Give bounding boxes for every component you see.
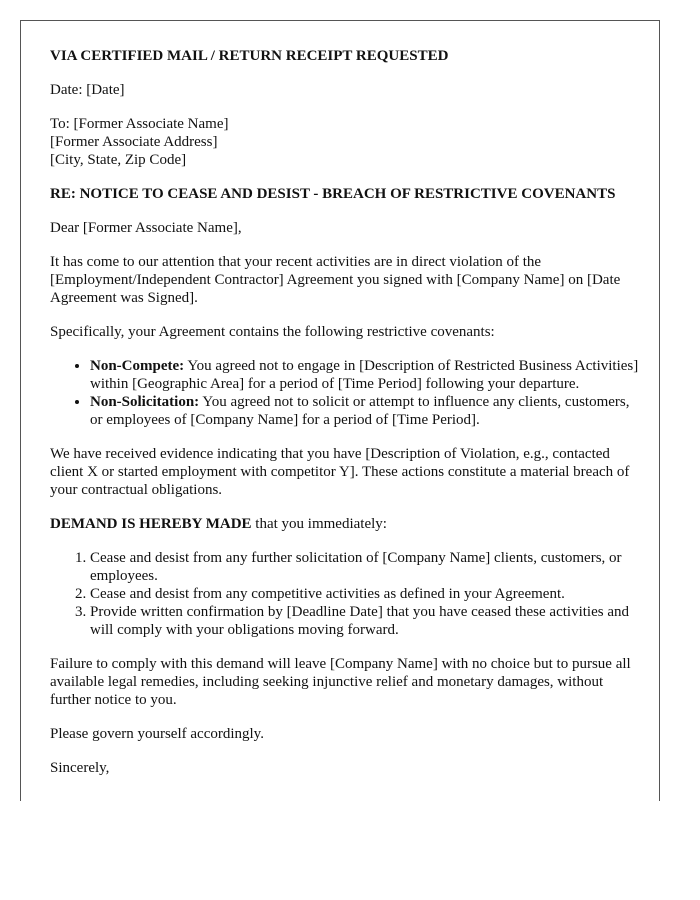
covenant-term: Non-Compete: [90, 358, 185, 374]
paragraph-govern: Please govern yourself accordingly. [50, 726, 264, 742]
subject-line: RE: NOTICE TO CEASE AND DESIST - BREACH OF RESTRICTIVE COVENANTS [50, 186, 616, 202]
covenant-text: You agreed not to engage in [Description of Restricted Business Activities] within [Geographic Area] for a period of [Time Period] following your departure. [90, 358, 639, 392]
recipient-address [50, 115, 640, 169]
demand-list [50, 549, 640, 639]
list-item: 2. Cease and desist from any competitive activities as defined in your Agreement. [90, 585, 640, 603]
list-item: 1. Cease and desist from any further solicitation of [Company Name] clients, customers, or employees. [90, 549, 640, 585]
demand-rest: that you immediately: [251, 516, 387, 532]
address-line: [City, State, Zip Code] [50, 152, 187, 168]
address-line: [Former Associate Address] [50, 134, 218, 150]
salutation: Dear [Former Associate Name], [50, 220, 242, 236]
paragraph-evidence: We have received evidence indicating that you have [Description of Violation, e.g., contacted client X or started employment with competitor Y]. These actions constitute a material breach of your contractual obligations. [50, 446, 630, 498]
address-line: To: [Former Associate Name] [50, 116, 229, 132]
list-item [90, 393, 640, 429]
letter-page [20, 20, 660, 801]
covenant-text: You agreed not to solicit or attempt to influence any clients, customers, or employees of [Company Name] for a period of [Time Period]. [90, 394, 630, 428]
paragraph-violation: It has come to our attention that your recent activities are in direct violation of the [Employment/Independent Contractor] Agreement you signed with [Company Name] on [Date Agreement was Signed]. [50, 254, 621, 306]
paragraph-covenants-intro: Specifically, your Agreement contains the following restrictive covenants: [50, 324, 495, 340]
paragraph-consequences: Failure to comply with this demand will leave [Company Name] with no choice but to pursue all available legal remedies, including seeking injunctive relief and monetary damages, without further notice to you. [50, 656, 631, 708]
demand-bold: DEMAND IS HEREBY MADE [50, 516, 252, 532]
covenant-list [50, 357, 640, 429]
covenant-term: Non-Solicitation: [90, 394, 200, 410]
list-item [90, 357, 640, 393]
closing: Sincerely, [50, 760, 110, 776]
letter-date: Date: [Date] [50, 82, 125, 98]
demand-intro [50, 515, 640, 533]
list-item: 3. Provide written confirmation by [Deadline Date] that you have ceased these activities and will comply with your obligations moving forward. [90, 603, 640, 639]
letter-body [50, 47, 640, 793]
delivery-method: VIA CERTIFIED MAIL / RETURN RECEIPT REQUESTED [50, 48, 449, 64]
